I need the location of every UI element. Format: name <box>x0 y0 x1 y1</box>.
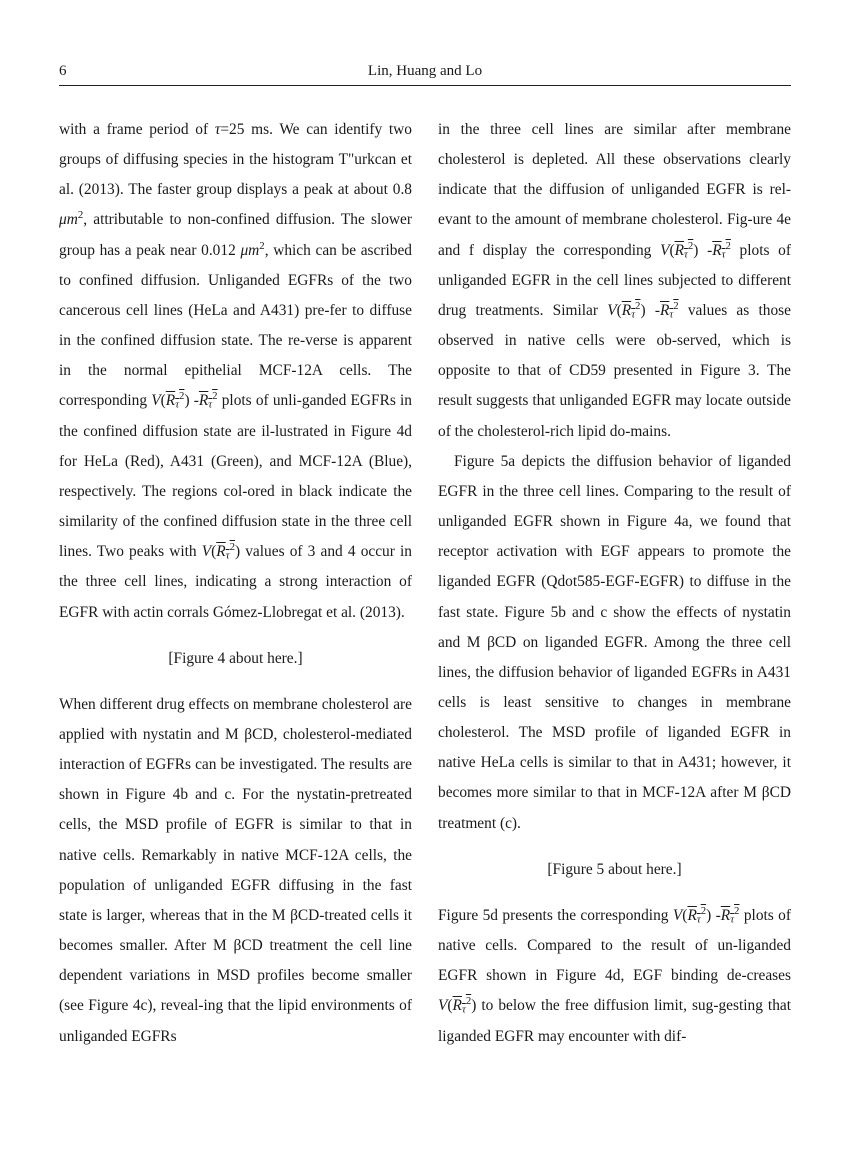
math-mu-m: μm <box>240 241 260 259</box>
right-paragraph-3: Figure 5d presents the corresponding $V(R_\tau^2)$ $-R_\tau^2$ plots of native cells. Compared to the result of un-liganded EGFR shown in Figure 4d, EGF binding de-creases $V(R_\tau^2)$ to below the free diffusion limit, sug-gesting that liganded EGFR may encounter with dif- <box>438 904 792 1045</box>
page-number: 6 <box>59 63 67 79</box>
math-tau: τ <box>214 121 221 138</box>
math-v-r-tau: $V(R_\tau^2)$ <box>201 541 241 562</box>
running-header <box>59 63 791 86</box>
math-v-r-tau: $V(R_\tau^2)$ <box>438 995 477 1017</box>
running-head: Lin, Huang and Lo <box>367 63 483 79</box>
left-column <box>59 115 412 1052</box>
math-v-r-tau: $V(R_\tau^2)$ $-R_\tau^2$ <box>660 239 731 261</box>
left-paragraph-2: When different drug effects on membrane cholesterol are applied with nystatin and M βCD, cholesterol-mediated interaction of EGFRs can be investigated. The results are shown in Figure 4b and c. For the nystatin-pretreated cells, the MSD profile of EGFR is similar to that in native cells. Remarkably in native MCF-12A cells, the population of unliganded EGFR diffusing in the fast state is larger, whereas that in the M βCD-treated cells it becomes smaller. After M βCD treatment the cell line dependent variations in MSD profiles become smaller (see Figure 4c), reveal-ing that the lipid environments of unliganded EGFRs <box>59 695 412 1045</box>
right-column <box>438 115 791 1052</box>
right-paragraph-2: Figure 5a depicts the diffusion behavior of liganded EGFR in the three cell lines. Comparing to the result of unliganded EGFR shown in Figure 4a, we found that receptor activation with EGF appears to promote the liganded EGFR (Qdot585-EGF-EGFR) to diffuse in the fast state. Figure 5b and c show the effects of nystatin and M βCD on liganded EGFR. Among the three cell lines, the diffusion behavior of liganded EGFRs in A431 cells is least sensitive to changes in membrane cholesterol. The MSD profile of liganded EGFR in native HeLa cells is similar to that in A431; however, it becomes more similar to that in MCF-12A after M βCD treatment (c). <box>438 452 791 832</box>
figure-5-placeholder: [Figure 5 about here.] <box>547 860 682 878</box>
math-v-r-tau: $V(R_\tau^2)$ $-R_\tau^2$ <box>672 904 740 926</box>
figure-4-placeholder: [Figure 4 about here.] <box>168 649 303 667</box>
math-v-r-tau: $V(R_\tau^2)$ $-R_\tau^2$ <box>607 300 679 321</box>
right-paragraph-1: in the three cell lines are similar after membrane cholesterol is depleted. All these observations clearly indicate that the diffusion of unliganded EGFR is rel-evant to the amount of membrane cholesterol. Fig-ure 4e and f display the corresponding $V(R_\tau^2)$ $-R_\tau^2$ plots of unliganded EGFR in the cell lines subjected to different drug treatments. Similar $V(R_\tau^2)$ $-R_\tau^2$ values as those observed in native cells were ob-served, which is opposite to that of CD59 presented in Figure 3. The result suggests that unliganded EGFR may locate outside of the cholesterol-rich lipid do-mains. <box>438 121 791 440</box>
math-mu-m: μm <box>59 211 78 229</box>
math-v-r-tau: $V(R_\tau^2)$ $-R_\tau^2$ <box>151 390 218 412</box>
left-paragraph-1: with a frame period of τ=25 ms. We can identify two groups of diffusing species in the histogram T"urkcan et al. (2013). The faster group displays a peak at about 0.8 $\mu m^2$, attributable to non-confined diffusion. The slower group has a peak near 0.012 $\mu m^2$, which can be ascribed to confined diffusion. Unliganded EGFRs of the two cancerous cell lines (HeLa and A431) pre-fer to diffuse in the confined diffusion state. The re-verse is apparent in the normal epithelial MCF-12A cells. The corresponding $V(R_\tau^2)$ $-R_\tau^2$ plots of unli-ganded EGFRs in the confined diffusion state are il-lustrated in Figure 4d for HeLa (Red), A431 (Green), and MCF-12A (Blue), respectively. The regions col-ored in black indicate the similarity of the confined diffusion state in the three cell lines. Two peaks with $V(R_\tau^2)$ values of 3 and 4 occur in the three cell lines, indicating a strong interaction of EGFR with actin corrals Gómez-Llobregat et al. (2013). <box>59 121 412 621</box>
